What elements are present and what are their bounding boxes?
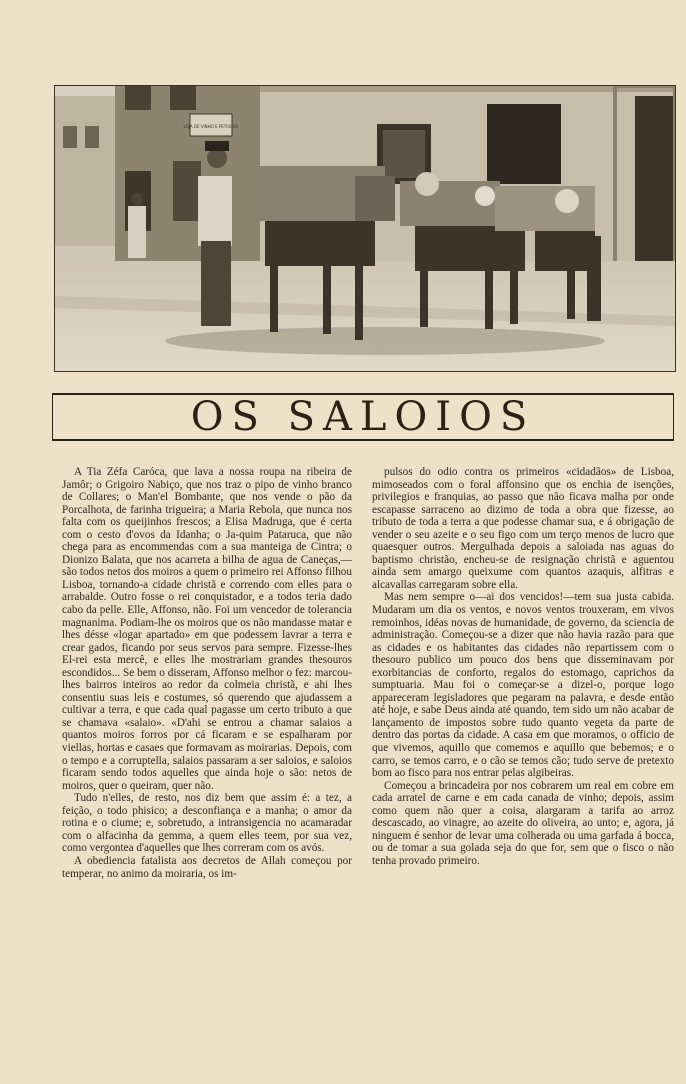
- right-text-column: [372, 466, 674, 1066]
- street-scene-illustration: [55, 86, 675, 371]
- paragraph: Tudo n'elles, de resto, nos diz bem que assim é: a tez, a feição, o todo phisico; a desconfiança e a manha; o amor da rotina e o ciume; e, sobretudo, a intransigencia no acamaradar com o alfacinha da gemma, a quem elles teem, por sua vez, como vergontea d'aquelles que lhes correram com os avós.: [62, 792, 352, 855]
- left-text-column: [62, 466, 352, 1066]
- article-title-box: [52, 393, 674, 441]
- paragraph: Mas nem sempre o—ai dos vencidos!—tem sua justa cabida. Mudaram um dia os ventos, e novos ventos trouxeram, em vivos remoinhos, idéas novas de humanidade, de governo, da sciencia de administração. Começou-se a dizer que não havia razão para que as cidades e os habitantes das cidades não repartissem com o thesouro publico um pouco dos bens que disseminavam por exorbitancias de conforto, regalos do estomago, caprichos da sumptuaria. Mau foi o começar-se a dizel-o, porque logo appareceram legisladores que pegaram na palavra, e desde então até hoje, e sabe Deus ainda até quando, tem sido um não acabar de lançamento de impostos sobre tudo quanto vegeta da parte de dentro das portas da cidade. A casa em que moramos, o officio de que vivemos, aquillo que comemos e aquillo que bebemos; e o carro, se temos carro, e o cão se temos cão; tudo serve de pretexto bom ao fisco para nos entrar pelas algibeiras.: [372, 591, 674, 780]
- paragraph: pulsos do odio contra os primeiros «cidadãos» de Lisboa, mimoseados com o foral affonsino que os enchia de isenções, privilegios e franquias, ao passo que não ficava malha por onde escapasse sarraceno ao dizimo de toda a obra que fizesse, ao tributo de toda a terra a que podesse chamar sua, e á obrigação de vender o seu azeite e o seu figo com um terço menos de lucro que quaesquer outros. Mergulhada depois a saloiada nas aguas do baptismo christão, encheu-se de resignação christã e aguentou ainda sem amargo queixume com quantos azaquis, alfitras e alcavallas carregaram sobre ella.: [372, 466, 674, 591]
- paragraph: A Tia Zéfa Caróca, que lava a nossa roupa na ribeira de Jamôr; o Grigoiro Nabiço, que nos traz o pipo de vinho branco de Collares; o Man'el Bombante, que nos vende o pão da Porcalhota, de farinha trigueira; a Maria Rebola, que nunca nos falta com os queijinhos frescos; a Elisa Madruga, que é certa com o cesto d'ovos da Idanha; o Ja-quim Pataruca, que não chega para as encommendas com a sua manteiga de Cintra; o Dionizo Balata, que nos acarreta a bilha de agua de Caneças,—são todos netos dos moiros a quem o primeiro rei Affonso filhou Lisboa, tornando-a cidade christã e correndo com elles para o arrabalde. Outro fosse o rei conquistador, e a todos teria dado cabo da pelle. Elle, Affonso, não. Foi um vencedor de tolerancia magnanima. Podiam-lhe os moiros que os não mandasse matar e lhes désse «logar apartado» em que podessem lavrar a terra e crear gados, ficando por seus servos para sempre. Fizesse-lhes El-rei esta mercê, e elles lhe mostrariam grandes thesouros escondidos... Se bem o disseram, Affonso melhor o fez: marcou-lhes bairros inteiros ao redor da colmeia christã, e ahi lhes consentiu suas leis e costumes, só querendo que ajudassem a cultivar a terra, e que cada qual pagasse um certo tributo a que se chamava «salaio». «D'ahi se entrou a chamar salaios a quantos moiros forros por cá ficaram e se espalharam por viellas, hortas e casaes que formavam as moirarias. Depois, com o tempo e a corruptella, salaios passaram a ser saloios, e saloios ficaram sendo todos aquelles que ainda hoje o são: netos de moiros, quer o queiram, quer não.: [62, 466, 352, 792]
- street-photo: [54, 85, 676, 372]
- paragraph: Começou a brincadeira por nos cobrarem um real em cobre em cada arratel de carne e em cada canada de vinho; depois, assim como quem não quer a coisa, alargaram a tarifa ao arroz descascado, ao vinagre, ao azeite do oliveira, ao unto; e, agora, já ninguem é senhor de levar uma colherada ou uma garfada á bocca, ou de tomar a sua golada seja do que for, sem que o fisco o não tenha provado primeiro.: [372, 779, 674, 867]
- shop-sign-text: LOJA DE VINHO E PETISCOS: [183, 124, 239, 129]
- article-title: OS SALOIOS: [190, 394, 536, 440]
- paragraph: A obediencia fatalista aos decretos de Allah começou por temperar, no animo da moiraria, os im-: [62, 854, 352, 880]
